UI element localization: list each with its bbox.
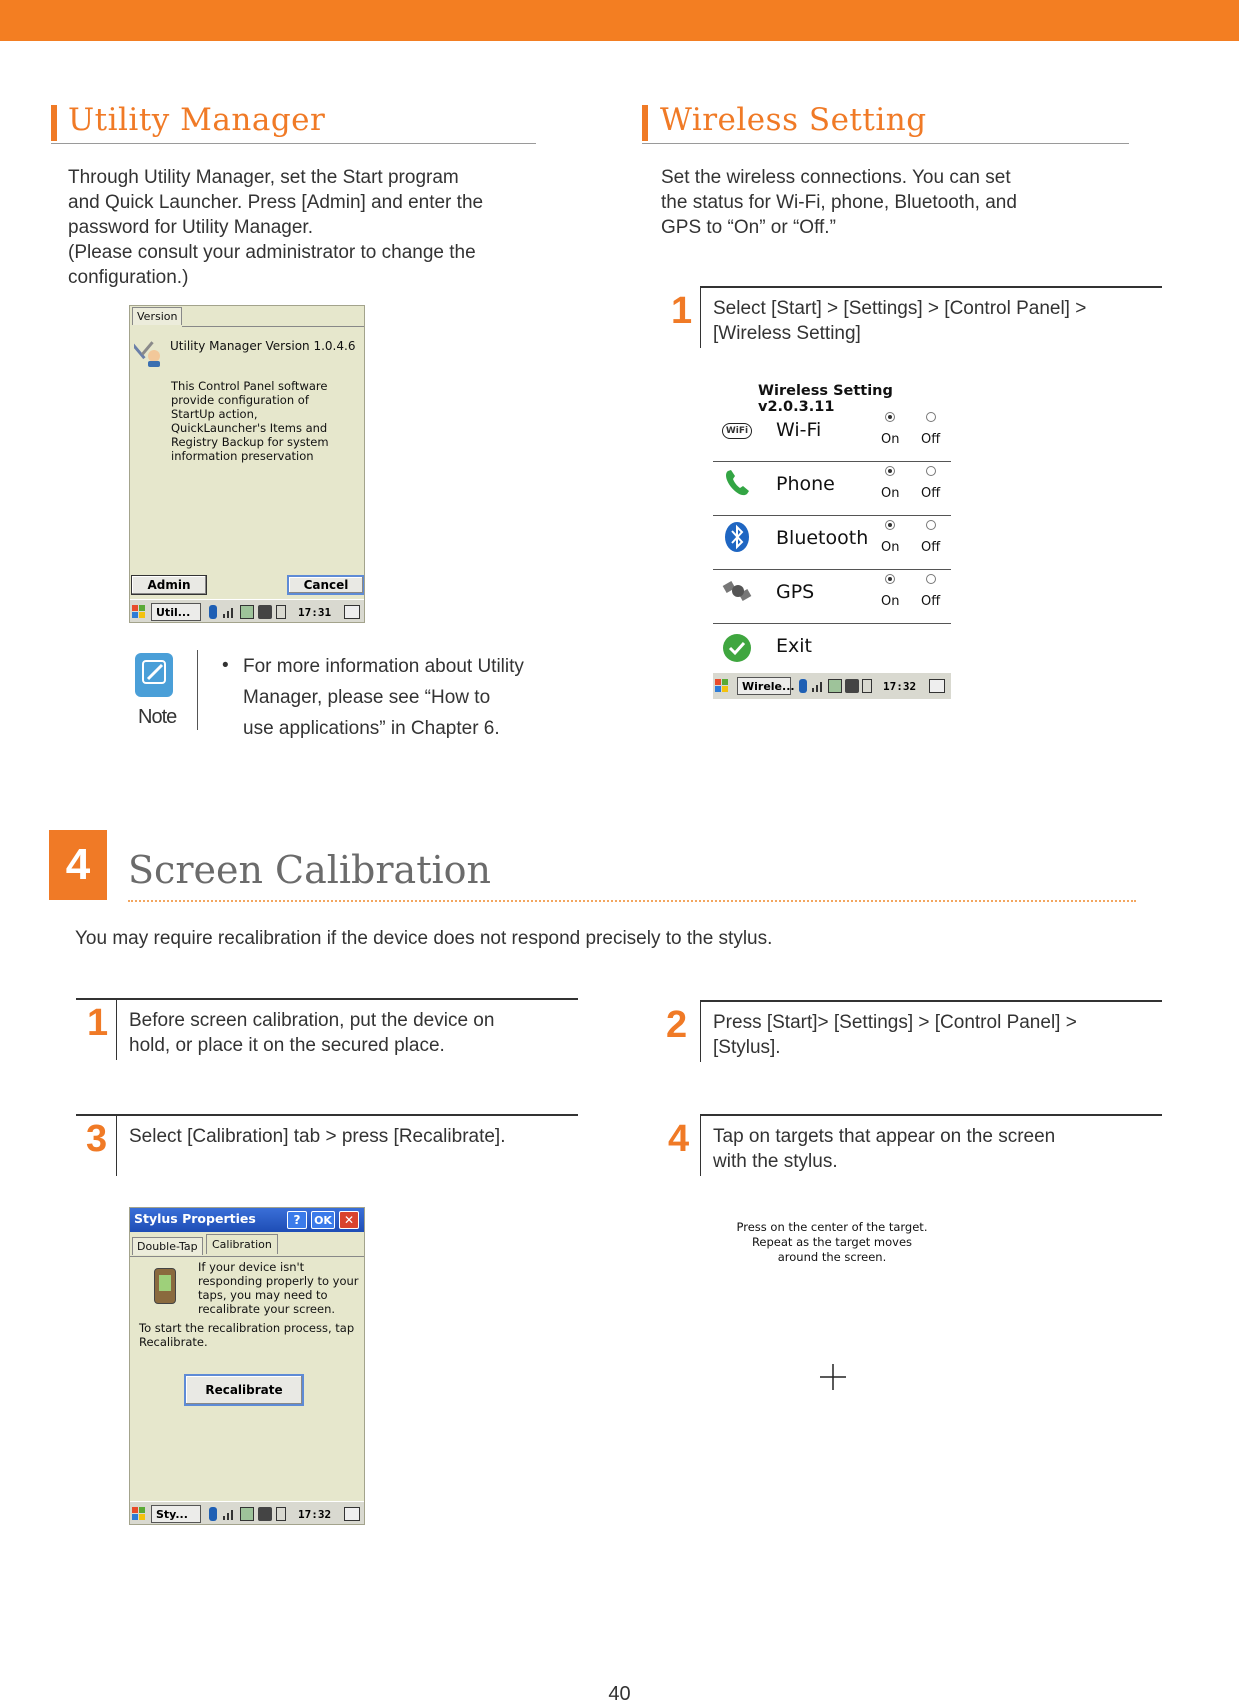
header-bar <box>0 0 1239 41</box>
note-pencil-icon <box>135 653 173 697</box>
section-accent <box>642 105 648 141</box>
calibration-step-4-text: Tap on targets that appear on the screen with the stylus. <box>713 1126 1056 1172</box>
clock: 17:32 <box>883 680 917 693</box>
taskbar-item[interactable]: Sty... <box>151 1505 201 1523</box>
step-rule <box>700 1114 1162 1116</box>
calibration-step-1-text: Before screen calibration, put the device on hold, or place it on the secured place. <box>129 1010 495 1056</box>
utility-manager-screenshot <box>129 305 365 623</box>
section-title-wireless: Wireless Setting <box>660 102 927 138</box>
bluetooth-off-radio[interactable] <box>926 520 936 530</box>
section-accent <box>51 105 57 141</box>
bluetooth-tray-icon <box>209 1507 217 1521</box>
calibration-step-2-text: Press [Start]> [Settings] > [Control Panel] > [Stylus]. <box>713 1012 1077 1058</box>
exit-button[interactable]: Exit <box>776 635 812 657</box>
step-divider <box>700 286 701 348</box>
calibration-intro: You may require recalibration if the device does not respond precisely to the stylus. <box>75 928 773 949</box>
phone-off-label: Off <box>921 486 941 501</box>
calibration-step-1-number: 1 <box>87 1002 109 1044</box>
calibration-target-screenshot <box>700 1207 964 1407</box>
wifi-off-radio[interactable] <box>926 412 936 422</box>
title-bar <box>130 1208 365 1232</box>
bluetooth-on-label: On <box>881 540 900 555</box>
bluetooth-on-radio[interactable] <box>885 520 895 530</box>
utility-description: This Control Panel software provide configuration of StartUp action, QuickLauncher's Items and Registry Backup for system information preservation <box>171 379 329 463</box>
step-rule <box>700 1000 1162 1002</box>
stylus-instruction-text: To start the recalibration process, tap Recalibrate. <box>139 1321 355 1349</box>
step-divider <box>116 998 117 1060</box>
crosshair-target-icon[interactable] <box>820 1364 846 1390</box>
row-separator <box>713 461 951 462</box>
gps-on-label: On <box>881 594 900 609</box>
page-number: 40 <box>608 1683 631 1705</box>
calibration-step-4-number: 4 <box>668 1118 690 1160</box>
tab-double-tap[interactable]: Double-Tap <box>132 1237 203 1255</box>
calibration-step-2-number: 2 <box>666 1004 688 1046</box>
note-bullet: • <box>222 655 229 676</box>
bluetooth-tray-icon <box>209 605 217 619</box>
step-rule <box>76 998 578 1000</box>
windows-start-icon[interactable] <box>132 605 146 619</box>
phone-on-radio[interactable] <box>885 466 895 476</box>
desktop-icon[interactable] <box>344 1507 360 1521</box>
battery-icon <box>258 605 272 619</box>
taskbar-item[interactable]: Util... <box>151 603 201 621</box>
wifi-label: Wi-Fi <box>776 419 822 441</box>
section-title-utility: Utility Manager <box>68 102 326 138</box>
stylus-window-title: Stylus Properties <box>134 1211 256 1226</box>
wifi-on-label: On <box>881 432 900 447</box>
note-label: Note <box>138 706 177 728</box>
network-icon <box>828 679 842 693</box>
wifi-off-label: Off <box>921 432 941 447</box>
wireless-screen-title: Wireless Setting v2.0.3.11 <box>758 383 893 415</box>
network-icon <box>240 1507 254 1521</box>
step-divider <box>700 1000 701 1062</box>
stylus-help-text: If your device isn't responding properly to your taps, you may need to recalibrate your screen. <box>198 1260 359 1316</box>
wireless-body-text: Set the wireless connections. You can set the status for Wi-Fi, phone, Bluetooth, and GPS to “On” or “Off.” <box>661 167 1017 238</box>
taskbar <box>130 1501 365 1525</box>
windows-start-icon[interactable] <box>715 679 729 693</box>
taskbar <box>713 672 951 699</box>
stylus-properties-screenshot <box>129 1207 365 1525</box>
calibration-step-3-text: Select [Calibration] tab > press [Recalibrate]. <box>129 1126 506 1147</box>
phone-off-radio[interactable] <box>926 466 936 476</box>
wifi-icon: WiFi <box>722 423 752 439</box>
phone-label: Phone <box>776 473 835 495</box>
step-divider <box>700 1114 701 1176</box>
signal-icon <box>811 679 825 693</box>
satellite-icon <box>722 575 754 607</box>
calibration-step-3-number: 3 <box>86 1118 108 1160</box>
network-icon <box>240 605 254 619</box>
bluetooth-label: Bluetooth <box>776 527 869 549</box>
wireless-step-text: Select [Start] > [Settings] > [Control Panel] > [Wireless Setting] <box>713 298 1087 344</box>
gps-on-radio[interactable] <box>885 574 895 584</box>
check-icon[interactable] <box>723 634 751 662</box>
taskbar <box>130 599 365 623</box>
wireless-setting-screenshot <box>713 375 951 699</box>
gps-off-radio[interactable] <box>926 574 936 584</box>
bluetooth-off-label: Off <box>921 540 941 555</box>
windows-start-icon[interactable] <box>132 1507 146 1521</box>
gps-off-label: Off <box>921 594 941 609</box>
phone-on-label: On <box>881 486 900 501</box>
phone-icon <box>722 467 754 499</box>
wireless-step-number: 1 <box>671 290 693 332</box>
section-title-calibration: Screen Calibration <box>128 848 491 892</box>
admin-button[interactable]: Admin <box>131 575 207 595</box>
clock: 17:32 <box>298 1508 332 1521</box>
step-rule <box>76 1114 578 1116</box>
signal-icon <box>222 605 236 619</box>
step-rule <box>700 286 1162 288</box>
bluetooth-icon <box>724 521 750 553</box>
row-separator <box>713 569 951 570</box>
desktop-icon[interactable] <box>344 605 360 619</box>
signal-icon <box>222 1507 236 1521</box>
note-divider <box>197 650 198 730</box>
close-button[interactable]: ✕ <box>339 1211 359 1229</box>
section-dotted-rule <box>128 900 1136 902</box>
gps-label: GPS <box>776 581 815 603</box>
bluetooth-tray-icon <box>799 679 807 693</box>
keyboard-icon[interactable] <box>276 1507 286 1521</box>
row-separator <box>713 515 951 516</box>
desktop-icon[interactable] <box>929 679 945 693</box>
recalibrate-button[interactable]: Recalibrate <box>184 1374 304 1406</box>
row-separator <box>713 623 951 624</box>
note-text: For more information about Utility Manager, please see “How to use applications” in Chapter 6. <box>243 656 524 739</box>
clock: 17:31 <box>298 606 332 619</box>
utility-tools-icon <box>134 338 164 368</box>
utility-body-text: Through Utility Manager, set the Start program and Quick Launcher. Press [Admin] and enter the password for Utility Manager. (Please consult your administrator to change the configuration.) <box>68 167 484 288</box>
keyboard-icon[interactable] <box>862 679 872 693</box>
battery-icon <box>258 1507 272 1521</box>
device-icon <box>154 1268 176 1304</box>
wifi-on-radio[interactable] <box>885 412 895 422</box>
step-divider <box>116 1114 117 1176</box>
tab-calibration[interactable]: Calibration <box>206 1234 278 1254</box>
help-button[interactable]: ? <box>287 1211 307 1229</box>
battery-icon <box>845 679 859 693</box>
ok-button[interactable]: OK <box>311 1211 335 1229</box>
section-number-badge: 4 <box>49 830 107 900</box>
cancel-button[interactable]: Cancel <box>287 575 365 595</box>
taskbar-item[interactable]: Wirele... <box>737 677 791 695</box>
utility-version-text: Utility Manager Version 1.0.4.6 <box>170 339 356 353</box>
calibration-message: Press on the center of the target. Repeat as the target moves around the screen. <box>736 1220 928 1264</box>
section-rule <box>51 143 536 144</box>
tab-version[interactable]: Version <box>132 307 182 325</box>
section-rule <box>642 143 1129 144</box>
keyboard-icon[interactable] <box>276 605 286 619</box>
